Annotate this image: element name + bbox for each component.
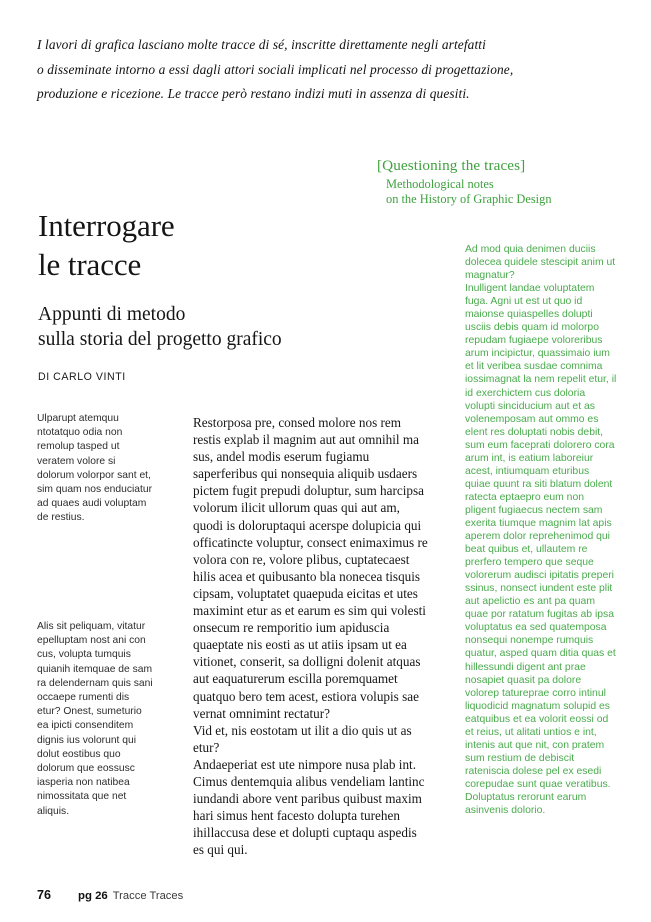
english-paragraph-1: Ad mod quia denimen duciis dolecea quidele stescipit anim ut magnatur? bbox=[465, 244, 616, 282]
epigraph-line-3: produzione e ricezione. Le tracce però restano indizi muti in assenza di quesiti. bbox=[37, 86, 470, 101]
english-paragraph-2: Inulligent landae voluptatem fuga. Agni ut est ut quo id maionse quiaspelles dolupti usciis debis quam id molorpo repudam fugiaepe voloreribus arum incipictur, quassimaio ium et lit veribea susdae comnima iossimagnat la nem repelit etur, il id exerchictem cus doloria volupti sinciducium aut et as volenemposam aut ommo es elent res doluptati nobis debit, sum eum faceprati dolorero cora arum int, is eatium laboreiur acest, intiumquam eturibus quiae quunt ra siti blatum dolent ratecta eptaepro eum non pligent fugiaecus nectem sam exerita tiumque magnim lat apis aperem dolor reprehenimod qui beat quibus et, ullautem re prerfero tempero que seque volorerum audisci ipitatis preperi ssinus, nonsect iundent este plit aut apelictio es ant pa quam quae por ratatum fugitas ab ipsa voluptatus ea sed quatemposa nonsequi nonempe rumquis quatur, asped quam ditia quas et hillessundi digent ant prae nosapiet quasit pa dolore volorep tatureprae corro intinul liquodicid magnatum solupid es eatquibus et ea volorit eossi od et reius, ut alitati untios e int, intenis aut que nit, con pratem sum restium de debiscit rateniscia dolese pel ex esedi corepudae sunt quae veratibus. bbox=[465, 283, 617, 790]
epigraph bbox=[37, 33, 617, 107]
side-note-2-text: Alis sit peliquam, vitatur epelluptam nost ani con cus, volupta tumquis quianih itemquae de sam ra delendernam quis sani occaepe rumenti dis etur? Onest, sumeturio ea ipicti consenditem dignis ius volorunt qui dolut eostibus quo dolorum que eossusc iasperia non natibea nimossitata que net aliquis. bbox=[37, 621, 153, 817]
side-note-2 bbox=[37, 620, 155, 819]
english-subtitle-line-1: Methodological notes bbox=[386, 177, 494, 191]
body-paragraph-4: Cimus dentemquia alibus vendeliam lantinc iundandi abore vent paribus quibust maxim hari simus hent facesto dolupta turehen ihillaccusa dese et dolupti cuptaqu aspedis es qui qui. bbox=[193, 773, 425, 858]
folio-number: 76 bbox=[37, 888, 52, 902]
body-paragraph-2: Vid et, nis eostotam ut ilit a dio quis ut as etur? bbox=[193, 722, 412, 755]
body-paragraph-3: Andaeperiat est ute nimpore nusa plab int. bbox=[193, 756, 417, 772]
main-body-column bbox=[193, 414, 429, 858]
page-subtitle-line-1: Appunti di metodo bbox=[38, 304, 186, 325]
page-subtitle-line-2: sulla storia del progetto grafico bbox=[38, 329, 282, 350]
author-byline: DI CARLO VINTI bbox=[38, 371, 126, 383]
page-title-line-2: le tracce bbox=[38, 247, 142, 282]
page-title-line-1: Interrogare bbox=[38, 208, 175, 243]
epigraph-line-1: I lavori di grafica lasciano molte tracce di sé, inscritte direttamente negli artefatti bbox=[37, 37, 486, 52]
english-title: [Questioning the traces] bbox=[377, 157, 526, 174]
page-footer bbox=[37, 888, 183, 902]
english-paragraph-3: Doluptatus rerorunt earum asinvenis dolorio. bbox=[465, 791, 587, 817]
epigraph-line-2: o disseminate intorno a essi dagli attori sociali implicati nel processo di progettazione, bbox=[37, 61, 514, 77]
body-paragraph-1: Restorposa pre, consed molore nos rem restis explab il magnim aut aut omnihil ma sus, andel modis eserum fugiamu saperferibus qui nonsequia aliquib usdaers pictem fugit prepudi doluptur, sum harcipsa volorum ilicit ullorum quas qui aut am, quodi is doloruptaqui acerspe dolupicia qui officatincte voluptur, consect enimaximus re volora con re, volore plibus, cuptatecaest hilis acea et quibusanto bla nonecea tisquis cipsam, voluptatet quaepuda eicitas et utes maximint etur as et earum es sim qui volesti onsecum re remporitio ium apiduscia quaeptate nis eosti as ut atiis ipsam ut ea vitionet, conserit, sa dolligni dolenit atquas aut eaquaturerum escilla poremquamet quatquo bero tem acest, estiora volupis sae vernat omnimint rectatur? bbox=[193, 415, 428, 721]
section-name: Tracce Traces bbox=[112, 890, 184, 902]
side-note-1-text: Ulparupt atemquu ntotatquo odia non remolup tasped ut veratem volore si dolorum volorpor sant et, sim quam nos enduciatur ad quaes audi voluptam de restius. bbox=[37, 413, 153, 524]
article-title-block bbox=[38, 206, 378, 383]
side-note-1 bbox=[37, 412, 155, 526]
english-heading-block bbox=[377, 156, 627, 207]
page-reference: pg 26 bbox=[78, 890, 108, 902]
english-translation-column bbox=[465, 243, 617, 817]
english-subtitle-line-2: on the History of Graphic Design bbox=[386, 192, 552, 207]
